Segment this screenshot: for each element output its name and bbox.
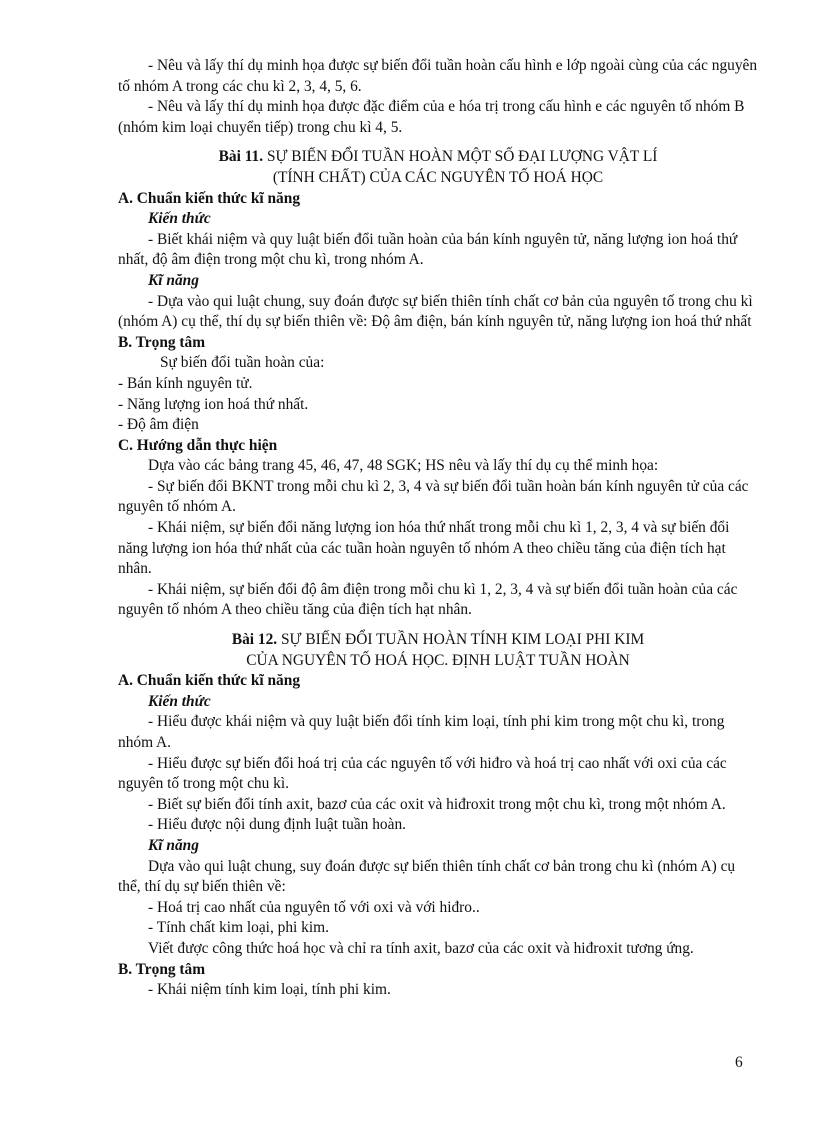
lesson-11-skills: - Dựa vào qui luật chung, suy đoán được sự biến thiên tính chất cơ bản của nguyên tố trong chu kì (nhóm A) cụ thể, thí dụ sự biến thiên về: Độ âm điện, bán kính nguyên tử, năng lượng ion hoá thứ nhất	[118, 292, 753, 331]
lesson-11-label: Bài 11.	[218, 148, 264, 166]
lesson-12-knowledge-item: - Hiểu được khái niệm và quy luật biến đổi tính kim loại, tính phi kim trong một chu kì, trong nhóm A.	[118, 713, 725, 751]
lesson-11-guide-paragraph: - Khái niệm, sự biến đổi năng lượng ion hóa thứ nhất trong mỗi chu kì 1, 2, 3, 4 và sự biến đổi năng lượng ion hóa thứ nhất của các tuần hoàn nguyên tố nhóm A theo chiều tăng của điện tích hạt nhân.	[118, 519, 730, 578]
lesson-11-focus-item: - Năng lượng ion hoá thứ nhất.	[118, 395, 309, 413]
lesson-11-guide-paragraph: - Sự biến đổi BKNT trong mỗi chu kì 2, 3, 4 và sự biến đổi tuần hoàn bán kính nguyên tử của các nguyên tố nhóm A.	[118, 477, 749, 516]
lesson-12-title-line2: CỦA NGUYÊN TỐ HOÁ HỌC. ĐỊNH LUẬT TUẦN HOÀN	[246, 651, 630, 669]
lesson-11-section-b: B. Trọng tâm	[118, 333, 206, 351]
document-page	[118, 56, 758, 1001]
intro-paragraph-2: - Nêu và lấy thí dụ minh họa được đặc điểm của e hóa trị trong cấu hình e các nguyên tố nhóm B (nhóm kim loại chuyển tiếp) trong chu kì 4, 5.	[118, 98, 745, 136]
lesson-12-skills-item: - Tính chất kim loại, phi kim.	[148, 919, 329, 937]
lesson-11-section-c: C. Hướng dẫn thực hiện	[118, 436, 278, 454]
lesson-12-skills-item: - Hoá trị cao nhất của nguyên tố với oxi và với hiđro..	[148, 898, 480, 916]
lesson-12-skills-label: Kĩ năng	[148, 836, 199, 854]
lesson-12-focus: - Khái niệm tính kim loại, tính phi kim.	[148, 981, 391, 999]
lesson-11-focus-item: - Độ âm điện	[118, 416, 199, 434]
page-number: 6	[735, 1054, 743, 1071]
lesson-11-section-a: A. Chuẩn kiến thức kĩ năng	[118, 189, 301, 207]
lesson-12-section-b: B. Trọng tâm	[118, 960, 206, 978]
lesson-12-knowledge-label: Kiến thức	[148, 692, 211, 710]
intro-paragraph-1: - Nêu và lấy thí dụ minh họa được sự biến đổi tuần hoàn cấu hình e lớp ngoài cùng của các nguyên tố nhóm A trong các chu kì 2, 3, 4, 5, 6.	[118, 57, 758, 95]
lesson-12-knowledge-item: - Hiểu được sự biến đổi hoá trị của các nguyên tố với hiđro và hoá trị cao nhất với oxi của các nguyên tố trong một chu kì.	[118, 754, 727, 793]
lesson-11-focus-item: - Bán kính nguyên tử.	[118, 374, 253, 392]
lesson-11-skills-label: Kĩ năng	[148, 271, 199, 289]
lesson-11-title	[118, 147, 758, 188]
lesson-12-label: Bài 12.	[231, 631, 278, 649]
lesson-11-title-line2: (TÍNH CHẤT) CỦA CÁC NGUYÊN TỐ HOÁ HỌC	[272, 168, 604, 186]
lesson-12-knowledge-item: - Biết sự biến đổi tính axit, bazơ của các oxit và hiđroxit trong một chu kì, trong một nhóm A.	[148, 795, 726, 813]
lesson-11-focus-intro: Sự biến đổi tuần hoàn của:	[160, 354, 325, 372]
lesson-11-knowledge: - Biết khái niệm và quy luật biến đổi tuần hoàn của bán kính nguyên tử, năng lượng ion hoá thứ nhất, độ âm điện trong một chu kì, trong nhóm A.	[118, 230, 738, 269]
lesson-11-guide-paragraph: Dựa vào các bảng trang 45, 46, 47, 48 SGK; HS nêu và lấy thí dụ cụ thể minh họa:	[148, 457, 659, 475]
lesson-12-skills-item: Viết được công thức hoá học và chỉ ra tính axit, bazơ của các oxit và hiđroxit tương ứng.	[148, 939, 694, 957]
lesson-11-knowledge-label: Kiến thức	[148, 210, 211, 228]
lesson-12-knowledge-item: - Hiểu được nội dung định luật tuần hoàn.	[148, 816, 406, 834]
lesson-11-title-line1: SỰ BIẾN ĐỔI TUẦN HOÀN MỘT SỐ ĐẠI LƯỢNG VẬT LÍ	[263, 148, 658, 166]
lesson-12-title	[118, 630, 758, 671]
lesson-12-section-a: A. Chuẩn kiến thức kĩ năng	[118, 672, 301, 690]
lesson-12-skills-item: Dựa vào qui luật chung, suy đoán được sự biến thiên tính chất cơ bản trong chu kì (nhóm A) cụ thể, thí dụ sự biến thiên về:	[118, 857, 736, 896]
lesson-11-guide-paragraph: - Khái niệm, sự biến đổi độ âm điện trong mỗi chu kì 1, 2, 3, 4 và sự biến đổi tuần hoàn của các nguyên tố nhóm A theo chiều tăng của điện tích hạt nhân.	[118, 580, 738, 619]
lesson-12-title-line1: SỰ BIẾN ĐỔI TUẦN HOÀN TÍNH KIM LOẠI PHI KIM	[277, 631, 645, 649]
